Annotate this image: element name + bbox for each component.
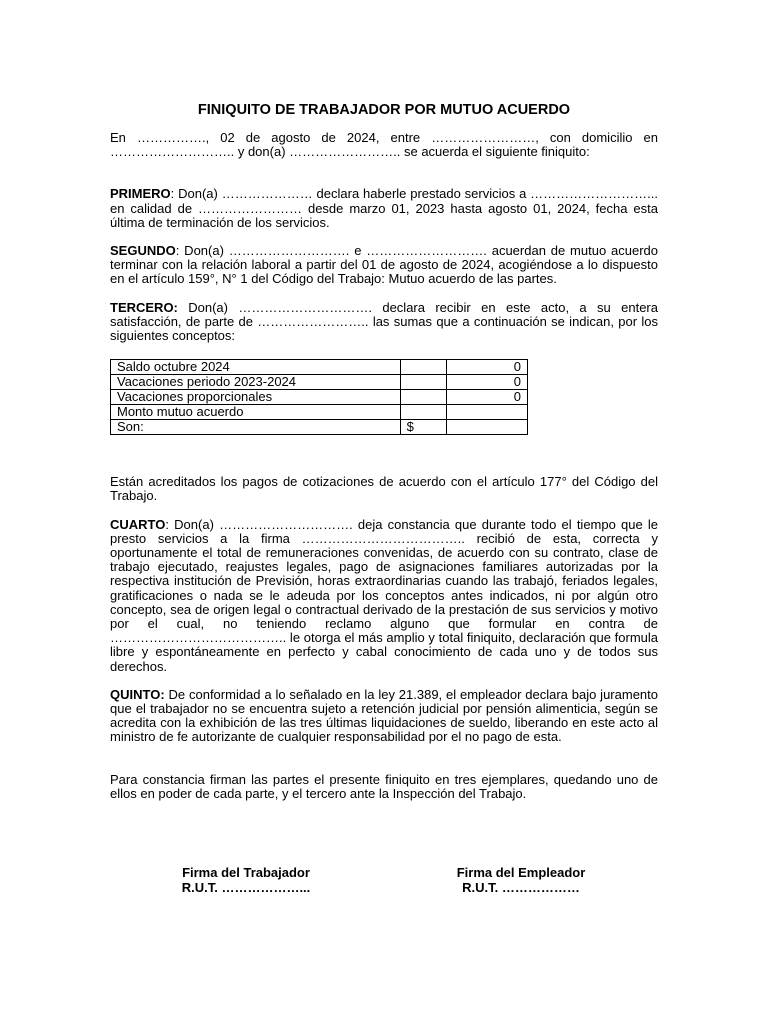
- amounts-table: [110, 359, 528, 435]
- table-cell-concept: Saldo octubre 2024: [111, 360, 401, 375]
- document-body: [110, 102, 658, 801]
- table-cell-amount: 0: [447, 390, 528, 405]
- clause-primero-text: : Don(a) ………………… declara haberle prestado servicios a ………………………... en calidad de …………………… desde marzo 01, 2023 hasta agosto 01, 2024, fecha esta última de terminación de los servicios.: [110, 186, 658, 230]
- clause-segundo-label: SEGUNDO: [110, 243, 176, 259]
- clause-quinto-text: De conformidad a lo señalado en la ley 21.389, el empleador declara bajo juramento que el trabajador no se encuentra sujeto a retención judicial por pensión alimenticia, según se acredita con la exhibición de las tres últimas liquidaciones de sueldo, liberando en este acto al ministro de fe autorizante de cualquier responsabilidad por el no pago de esta.: [110, 686, 658, 745]
- table-cell-amount: [447, 405, 528, 420]
- table-cell-concept: Vacaciones proporcionales: [111, 390, 401, 405]
- document-title: FINIQUITO DE TRABAJADOR POR MUTUO ACUERDO: [197, 102, 571, 118]
- employer-signature-label: Firma del Empleador: [456, 865, 586, 880]
- table-cell-concept: Vacaciones periodo 2023-2024: [111, 375, 401, 390]
- worker-signature-label: Firma del Trabajador: [182, 865, 310, 880]
- clause-primero: [110, 187, 658, 230]
- cotizaciones-paragraph: Están acreditados los pagos de cotizaciones de acuerdo con el artículo 177° del Código del Trabajo.: [110, 474, 658, 504]
- table-cell-symbol: [400, 390, 447, 405]
- clause-cuarto-label: CUARTO: [110, 516, 166, 532]
- clause-cuarto-text: : Don(a) …………………………. deja constancia que durante todo el tiempo que le presto servicios a la firma ……………………………….. recibió de esta, correcta y oportunamente el total de remuneraciones convenidas, de acuerdo con su contrato, clase de trabajo ejecutado, reajustes legales, pago de asignaciones familiares autorizadas por la respectiva institución de Previsión, horas extraordinarias cuando las trabajó, feriados legales, gratificaciones o nada se le adeuda por los conceptos antes indicados, ni por algún otro concepto, sea de origen legal o contractual derivado de la prestación de sus servicios y motivo por el cual, no teniendo reclamo alguno que formular en contra de ………………………………….. le otorga el más amplio y total finiquito, declaración que formula libre y espontáneamente en perfecto y cabal conocimiento de cada uno y de todos sus derechos.: [110, 516, 658, 674]
- table-row: [111, 360, 528, 375]
- table-row: [111, 375, 528, 390]
- table-cell-concept: Monto mutuo acuerdo: [111, 405, 401, 420]
- clause-quinto-label: QUINTO:: [110, 686, 165, 702]
- clause-tercero: [110, 301, 658, 344]
- employer-signature-block: [411, 865, 631, 895]
- table-cell-symbol: [400, 405, 447, 420]
- worker-signature-block: [136, 865, 356, 895]
- signatures-section: [0, 865, 768, 905]
- clause-tercero-text: Don(a) …………………………. declara recibir en este acto, a su entera satisfacción, de parte de …………………….. las sumas que a continuación se indican, por los siguientes conceptos:: [110, 299, 658, 344]
- table-cell-symbol: [400, 375, 447, 390]
- table-cell-amount: 0: [447, 360, 528, 375]
- employer-rut: R.U.T. ………………: [462, 880, 580, 895]
- clause-segundo-text: : Don(a) ………………………. e ………………………. acuerdan de mutuo acuerdo terminar con la relación laboral a partir del 01 de agosto de 2024, acogiéndose a lo dispuesto en el artículo 159°, N° 1 del Código del Trabajo: Mutuo acuerdo de las partes.: [110, 243, 658, 287]
- table-cell-symbol: [400, 360, 447, 375]
- table-row: [111, 405, 528, 420]
- table-cell-concept: Son:: [111, 420, 401, 435]
- table-row: [111, 420, 528, 435]
- constancia-paragraph: Para constancia firman las partes el presente finiquito en tres ejemplares, quedando uno de ellos en poder de cada parte, y el tercero ante la Inspección del Trabajo.: [110, 771, 658, 801]
- table-cell-symbol: $: [400, 420, 447, 435]
- intro-paragraph: En ……………., 02 de agosto de 2024, entre ……………………, con domicilio en ……………………….. y don(a) …………………….. se acuerda el siguiente finiquito:: [110, 130, 658, 160]
- clause-quinto: [110, 688, 658, 745]
- table-row: [111, 390, 528, 405]
- clause-primero-label: PRIMERO: [110, 186, 171, 202]
- clause-cuarto: [110, 518, 658, 674]
- table-cell-amount: 0: [447, 375, 528, 390]
- clause-segundo: [110, 244, 658, 287]
- worker-rut: R.U.T. ………………...: [181, 880, 311, 895]
- table-cell-amount: [447, 420, 528, 435]
- clause-tercero-label: TERCERO:: [110, 299, 178, 315]
